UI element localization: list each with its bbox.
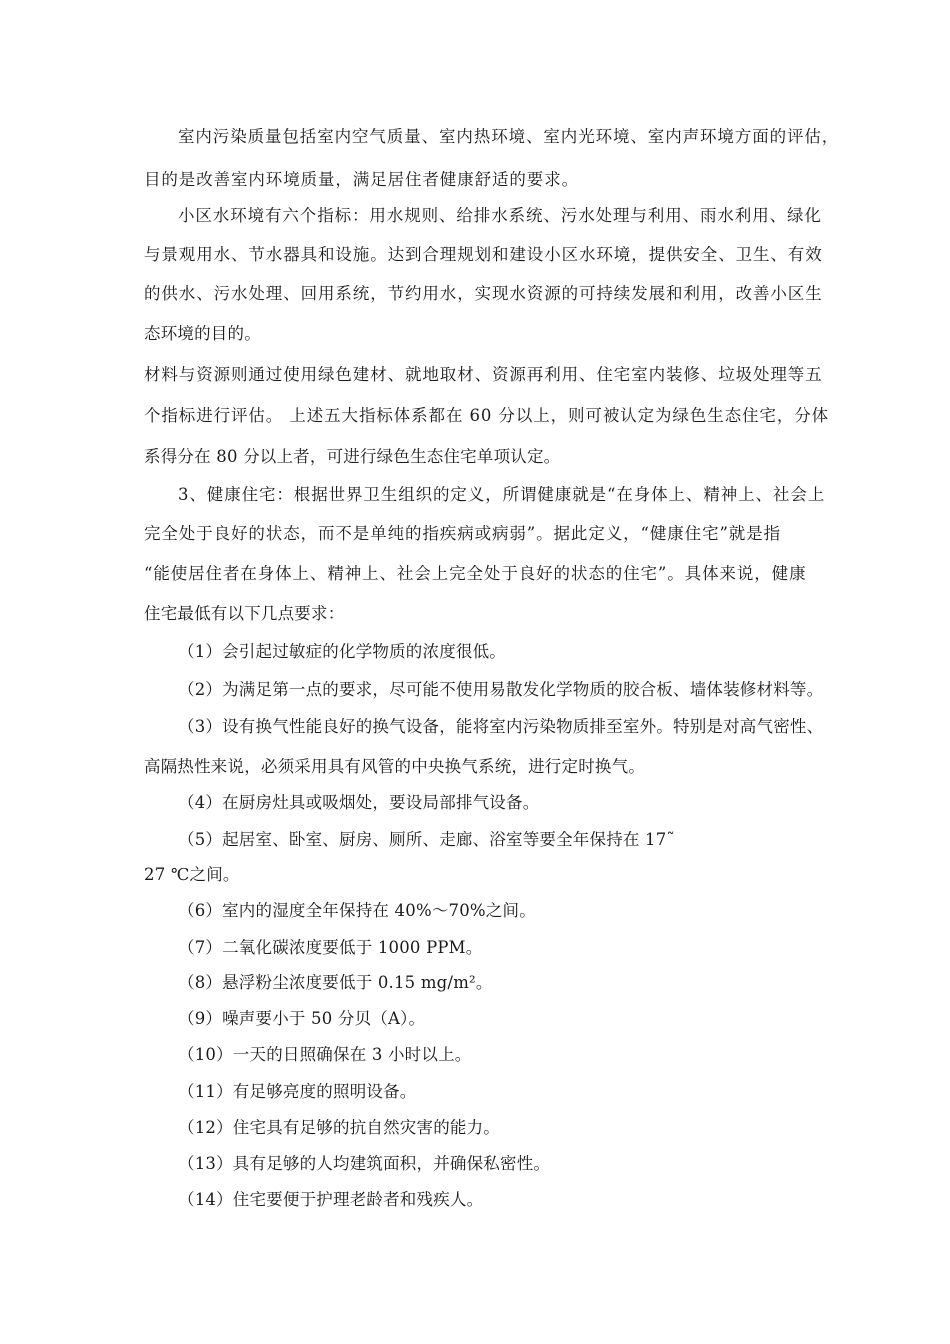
paragraph-line: 与景观用水、节水器具和设施。达到合理规划和建设小区水环境，提供安全、卫生、有效: [144, 245, 823, 264]
paragraph-line: 个指标进行评估。 上述五大指标体系都在 60 分以上，则可被认定为绿色生态住宅，分体: [144, 406, 830, 425]
paragraph-line: 的供水、污水处理、回用系统，节约用水，实现水资源的可持续发展和利用，改善小区生: [144, 284, 823, 303]
list-item: （13）具有足够的人均建筑面积，并确保私密性。: [178, 1154, 551, 1173]
paragraph-line: “能使居住者在身体上、精神上、社会上完全处于良好的状态的住宅”。具体来说，健康: [144, 564, 807, 583]
list-item: （12）住宅具有足够的抗自然灾害的能力。: [178, 1118, 500, 1137]
list-item: （1）会引起过敏症的化学物质的浓度很低。: [178, 642, 506, 661]
paragraph-line: 目的是改善室内环境质量，满足居住者健康舒适的要求。: [144, 170, 579, 189]
list-item: （3）设有换气性能良好的换气设备，能将室内污染物质排至室外。特别是对高气密性、: [178, 717, 824, 736]
paragraph-line: 室内污染质量包括室内空气质量、室内热环境、室内光环境、室内声环境方面的评估，: [178, 127, 840, 146]
list-item: （9）噪声要小于 50 分贝（A）。: [178, 1009, 426, 1028]
paragraph-line: 完全处于良好的状态，而不是单纯的指疾病或病弱”。据此定义，“健康住宅”就是指: [144, 524, 782, 543]
list-item: （11）有足够亮度的照明设备。: [178, 1082, 417, 1101]
list-item: （8）悬浮粉尘浓度要低于 0.15 mg/m²。: [178, 973, 493, 992]
paragraph-line: 高隔热性来说，必须采用具有风管的中央换气系统，进行定时换气。: [144, 757, 645, 776]
paragraph-line: 小区水环境有六个指标：用水规则、给排水系统、污水处理与利用、雨水利用、绿化: [178, 206, 822, 225]
list-item: （7）二氧化碳浓度要低于 1000 PPM。: [178, 938, 483, 957]
list-item: （5）起居室、卧室、厨房、厕所、走廊、浴室等要全年保持在 17˜: [178, 830, 675, 849]
paragraph-line: 27 ℃之间。: [144, 865, 240, 884]
paragraph-line: 材料与资源则通过使用绿色建材、就地取材、资源再利用、住宅室内装修、垃圾处理等五: [144, 365, 823, 384]
paragraph-line: 系得分在 80 分以上者，可进行绿色生态住宅单项认定。: [144, 447, 561, 466]
paragraph-line: 住宅最低有以下几点要求：: [144, 604, 345, 623]
list-item: （6）室内的湿度全年保持在 40%～70%之间。: [178, 901, 536, 920]
list-item: （10）一天的日照确保在 3 小时以上。: [178, 1045, 472, 1064]
paragraph-line: 态环境的目的。: [144, 324, 261, 343]
list-item: （4）在厨房灶具或吸烟处，要设局部排气设备。: [178, 793, 540, 812]
paragraph-line: 3、健康住宅：根据世界卫生组织的定义，所谓健康就是“在身体上、精神上、社会上: [178, 485, 826, 504]
list-item: （2）为满足第一点的要求，尽可能不使用易散发化学物质的胶合板、墙体装修材料等。: [178, 680, 824, 699]
list-item: （14）住宅要便于护理老龄者和残疾人。: [178, 1190, 484, 1209]
